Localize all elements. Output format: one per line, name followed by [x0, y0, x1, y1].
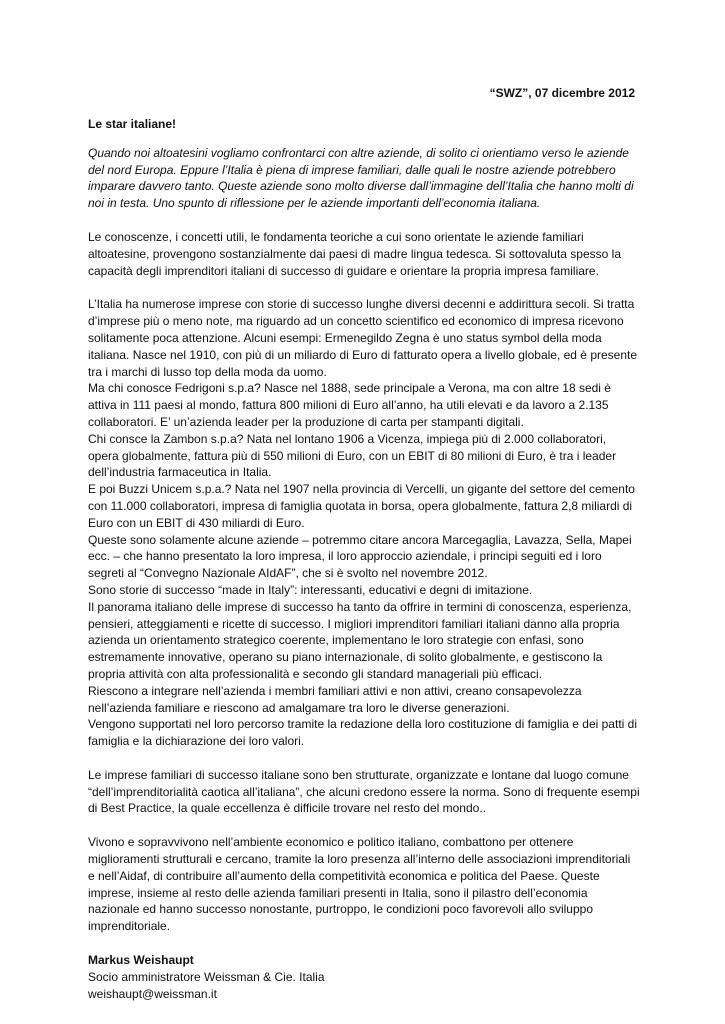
- paragraph-2: [88, 296, 640, 750]
- signature-role: Socio amministratore Weissman & Cie. Italia: [88, 969, 325, 984]
- signature-name: Markus Weishaupt: [88, 953, 194, 968]
- paragraph-line: Ma chi conosce Fedrigoni s.p.a? Nasce nel 1888, sede principale a Verona, ma con altre 18 sedi è attiva in 111 paesi al mondo, fattura 800 milioni di Euro all’anno, ha utili elevati e da lavoro a 2.135 collaboratori. E’ un’azienda leader per la produzione di carta per stampanti digitali.: [88, 381, 611, 429]
- signature-block: [88, 952, 640, 1002]
- article-title: Le star italiane!: [88, 117, 177, 131]
- intro-paragraph: Quando noi altoatesini vogliamo confrontarci con altre aziende, di solito ci orientiamo verso le aziende del nord Europa. Eppure l’Italia è piena di imprese familiari, dalle quali le nostre aziende potrebbero imparare davvero tanto. Queste aziende sono molto diverse dall’immagine dell’Italia che hanno molti di noi in testa. Uno spunto di riflessione per le aziende importanti dell’economia italiana.: [88, 145, 634, 211]
- paragraph-line: Riescono a integrare nell’azienda i membri familiari attivi e non attivi, creano consapevolezza nell’azienda familiare e riescono ad amalgamare tra loro le diverse generazioni.: [88, 683, 582, 715]
- paragraph-line: Vengono supportati nel loro percorso tramite la redazione della loro costituzione di famiglia e dei patti di famiglia e la dichiarazione dei loro valori.: [88, 717, 637, 749]
- paragraph-line: Sono storie di successo “made in Italy”: interessanti, educativi e degni di imitazione.: [88, 582, 533, 597]
- article-body: [88, 116, 640, 1002]
- paragraph-3: Le imprese familiari di successo italiane sono ben strutturate, organizzate e lontane dal luogo comune “dell’imprenditorialità caotica all’italiana”, che alcuni credono essere la norma. Sono di frequente esempi di Best Practice, la quale eccellenza è difficile trovare nel resto del mondo..: [88, 767, 640, 816]
- paragraph-1: Le conoscenze, i concetti utili, le fondamenta teoriche a cui sono orientate le aziende familiari altoatesine, provengono sostanzialmente dai paesi di madre lingua tedesca. Si sottovaluta spesso la capacità degli imprenditori italiani di successo di guidare e orientare la propria impresa familiare.: [88, 229, 621, 278]
- paragraph-line: Il panorama italiano delle imprese di successo ha tanto da offrire in termini di conoscenza, esperienza, pensieri, atteggiamenti e ricette di successo. I migliori imprenditori familiari italiani danno alla propria azienda un orientamento strategico coerente, implementano le loro strategie con enfasi, sono estremamente innovative, operano su piano internazionale, di solito globalmente, e gestiscono la propria attività con alta professionalità e secondo gli standard manageriali più efficaci.: [88, 599, 632, 681]
- paragraph-4: Vivono e sopravvivono nell’ambiente economico e politico italiano, combattono per ottenere miglioramenti strutturali e cercano, tramite la loro presenza all’interno delle associazioni imprenditoriali e nell’Aidaf, di contribuire all’aumento della competitività economica e politica del Paese. Queste imprese, insieme al resto delle azienda familiari presenti in Italia, sono il pilastro dell’economia nazionale ed hanno successo nonostante, purtroppo, le condizioni poco favorevoli allo sviluppo imprenditoriale.: [88, 835, 631, 934]
- signature-email: weishaupt@weissman.it: [88, 986, 217, 1001]
- paragraph-line: Chi consce la Zambon s.p.a? Nata nel lontano 1906 a Vicenza, impiega più di 2.000 collaboratori, opera globalmente, fattura più di 550 milioni di Euro, con un EBIT di 80 milioni di Euro, è tra i leader dell’industria farmaceutica in Italia.: [88, 431, 617, 480]
- paragraph-line: Queste sono solamente alcune aziende – potremmo citare ancora Marcegaglia, Lavazza, Sella, Mapei ecc. – che hanno presentato la loro impresa, il loro approccio aziendale, i principi seguiti ed i loro segreti al “Convegno Nazionale AIdAF”, che si è svolto nel novembre 2012.: [88, 532, 632, 581]
- dateline: “SWZ”, 07 dicembre 2012: [489, 86, 635, 100]
- paragraph-line: E poi Buzzi Unicem s.p.a.? Nata nel 1907 nella provincia di Vercelli, un gigante del settore del cemento con 11.000 collaboratori, impresa di famiglia quotata in borsa, opera globalmente, fattura 2,8 miliardi di Euro con un EBIT di 430 miliardi di Euro.: [88, 482, 635, 530]
- paragraph-line: L’Italia ha numerose imprese con storie di successo lunghe diversi decenni e addirittura secoli. Si tratta d’imprese più o meno note, ma riguardo ad un concetto scientifico ed economico di impresa ricevono solitamente poca attenzione. Alcuni esempi: Ermenegildo Zegna è uno status symbol della moda italiana. Nasce nel 1910, con più di un miliardo di Euro di fatturato opera a livello globale, ed è presente tra i marchi di lusso top della moda da uomo.: [88, 297, 638, 379]
